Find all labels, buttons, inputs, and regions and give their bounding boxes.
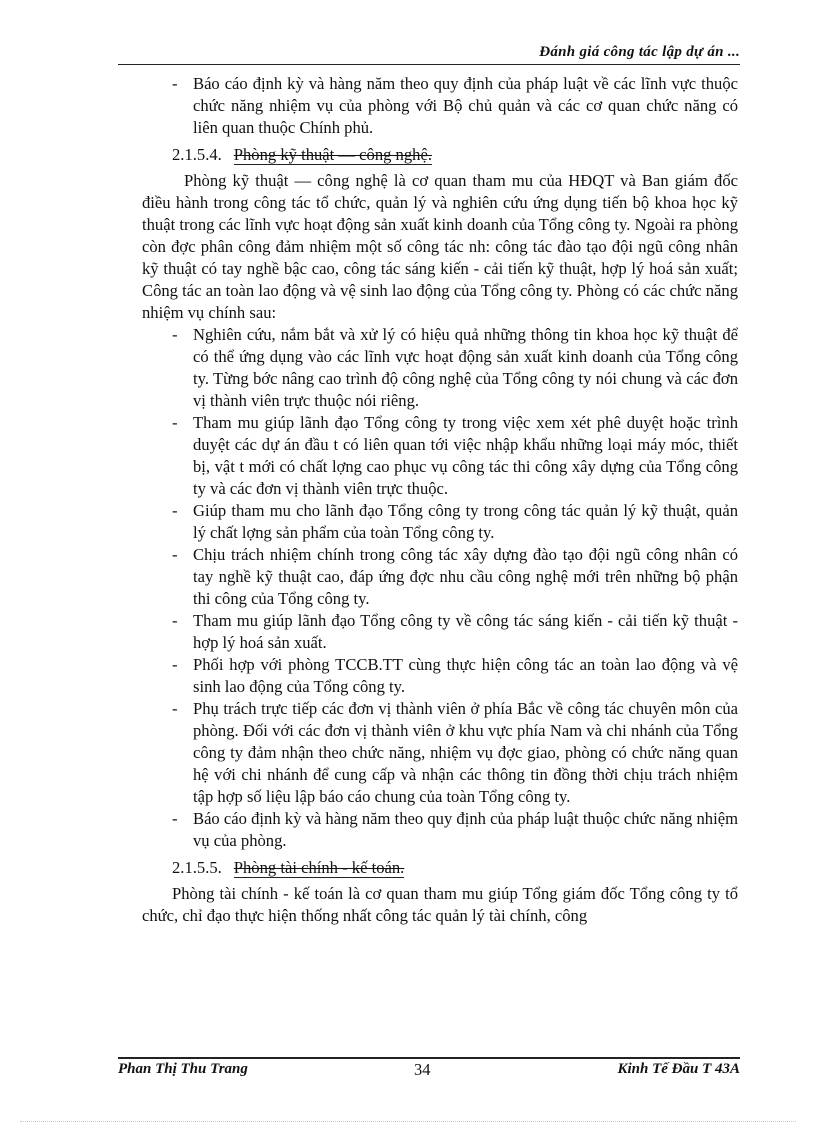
bullet-dash: -: [172, 699, 178, 718]
list-item-text: Chịu trách nhiệm chính trong công tác xây dựng đào tạo đội ngũ công nhân có tay nghề kỹ thuật cao, đáp ứng đợc nhu cầu công nghệ mới trên những bộ phận thi công của Tổng công ty.: [193, 545, 738, 608]
bullet-dash: -: [172, 325, 178, 344]
list-item-text: Báo cáo định kỳ và hàng năm theo quy định của pháp luật thuộc chức năng nhiệm vụ của phòng.: [193, 809, 738, 850]
list-item-text: Tham mu giúp lãnh đạo Tổng công ty trong việc xem xét phê duyệt hoặc trình duyệt các dự án đầu t có liên quan tới việc nhập khẩu những loại máy móc, thiết bị, vật t mới có chất lợng cao phục vụ công tác thi công xây dựng của Tổng công ty và các đơn vị thành viên trực thuộc.: [193, 413, 738, 498]
list-item-text: Tham mu giúp lãnh đạo Tổng công ty về công tác sáng kiến - cải tiến kỹ thuật - hợp lý hoá sản xuất.: [193, 611, 738, 652]
section-number: 2.1.5.4.: [172, 145, 222, 164]
running-header: Đánh giá công tác lập dự án ...: [539, 44, 740, 60]
list-item-text: Giúp tham mu cho lãnh đạo Tổng công ty trong công tác quản lý kỹ thuật, quản lý chất lợng sản phẩm của toàn Tổng công ty.: [193, 501, 738, 542]
list-item: [142, 73, 738, 139]
bullet-dash: -: [172, 611, 178, 630]
bullet-dash: -: [172, 501, 178, 520]
list-item-text: Phối hợp với phòng TCCB.TT cùng thực hiện công tác an toàn lao động và vệ sinh lao động của Tổng công ty.: [193, 655, 738, 696]
bullet-dash: -: [172, 74, 178, 93]
paragraph: Phòng kỹ thuật — công nghệ là cơ quan tham mu của HĐQT và Ban giám đốc điều hành trong công tác tổ chức, quản lý và nghiên cứu ứng dụng tiến bộ khoa học kỹ thuật trong các lĩnh vực hoạt động sản xuất kinh doanh của Tổng công ty. Ngoài ra phòng còn đợc phân công đảm nhiệm một số công tác nh: công tác đào tạo đội ngũ công nhân kỹ thuật có tay nghề bậc cao, công tác sáng kiến - cải tiến kỹ thuật, hợp lý hoá sản xuất; Công tác an toàn lao động và vệ sinh lao động của Tổng công ty. Phòng có các chức năng nhiệm vụ chính sau:: [142, 171, 738, 322]
footer-author: Phan Thị Thu Trang: [118, 1061, 248, 1077]
section-heading: [142, 857, 738, 879]
list-item-text: Nghiên cứu, nắm bắt và xử lý có hiệu quả những thông tin khoa học kỹ thuật để có thể ứng dụng vào các lĩnh vực hoạt động sản xuất kinh doanh của Tổng công ty. Từng bớc nâng cao trình độ công nghệ của Tổng công ty nói chung và các đơn vị thành viên trực thuộc nói riêng.: [193, 325, 738, 410]
list-item: [142, 324, 738, 412]
header-rule: [118, 64, 740, 65]
list-item: [142, 654, 738, 698]
list-item-text: Phụ trách trực tiếp các đơn vị thành viên ở phía Bắc về công tác chuyên môn của phòng. Đối với các đơn vị thành viên ở khu vực phía Nam và chi nhánh của Tổng công ty đảm nhận theo chức năng, nhiệm vụ đợc giao, phòng có chức năng quan hệ với chi nhánh để cung cấp và nhận các thông tin đồng thời chịu trách nhiệm tập hợp số liệu lập báo cáo chung của toàn Tổng công ty.: [193, 699, 738, 806]
bullet-dash: -: [172, 545, 178, 564]
bullet-dash: -: [172, 809, 178, 828]
list-item-text: Báo cáo định kỳ và hàng năm theo quy định của pháp luật về các lĩnh vực thuộc chức năng nhiệm vụ của phòng với Bộ chủ quản và các cơ quan chức năng có liên quan thuộc Chính phủ.: [193, 74, 738, 137]
bullet-dash: -: [172, 655, 178, 674]
page-number: 34: [414, 1060, 431, 1079]
page-content: [142, 73, 738, 927]
section-number: 2.1.5.5.: [172, 858, 222, 877]
list-item: [142, 610, 738, 654]
list-item: [142, 698, 738, 808]
list-item: [142, 412, 738, 500]
section-title: Phòng tài chính - kế toán.: [233, 858, 405, 877]
list-item: [142, 544, 738, 610]
list-item: [142, 500, 738, 544]
list-item: [142, 808, 738, 852]
footer-rule: [118, 1057, 740, 1059]
footer-class: Kinh Tế Đầu T 43A: [617, 1061, 740, 1077]
bullet-dash: -: [172, 413, 178, 432]
section-heading: [142, 144, 738, 166]
page-edge: [20, 1121, 796, 1122]
section-title: Phòng kỹ thuật — công nghệ.: [233, 145, 432, 164]
paragraph: Phòng tài chính - kế toán là cơ quan tham mu giúp Tổng giám đốc Tổng công ty tổ chức, chỉ đạo thực hiện thống nhất công tác quản lý tài chính, công: [142, 884, 738, 925]
